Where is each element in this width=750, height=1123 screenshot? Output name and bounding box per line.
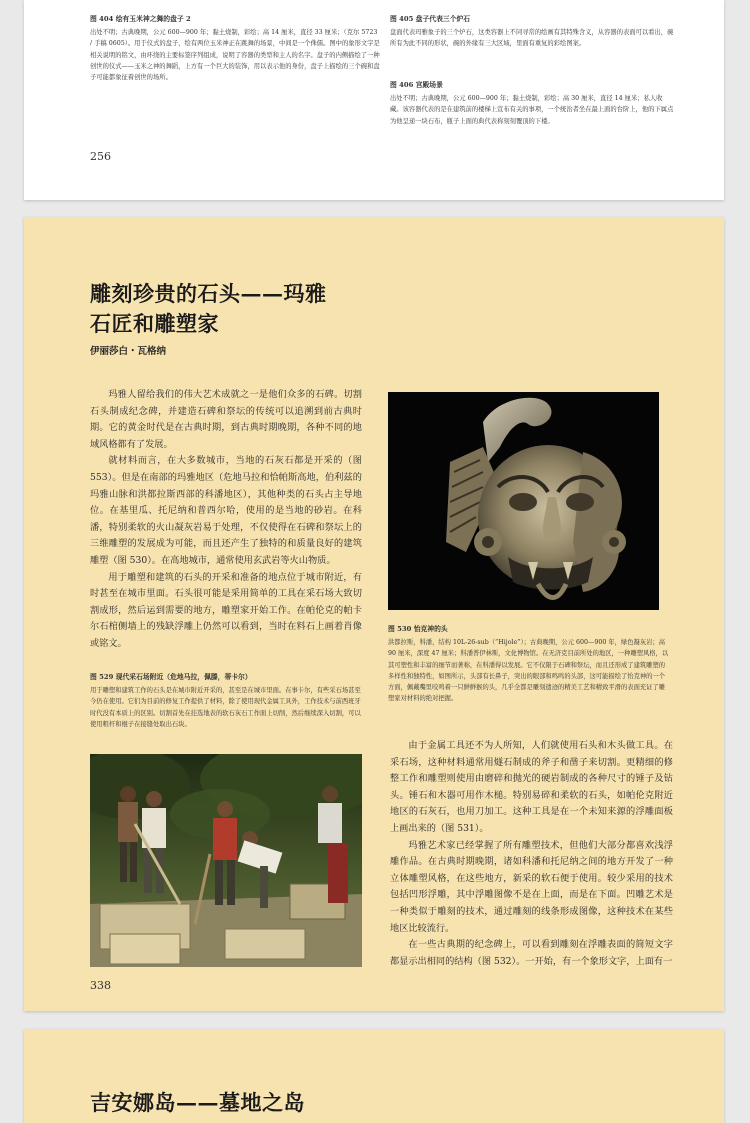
article-title-line1: 雕刻珍贵的石头——玛雅 — [90, 281, 327, 306]
article-title-line2: 石匠和雕塑家 — [90, 311, 219, 336]
fig530-caption-title: 图 530 怡克神的头 — [388, 625, 448, 633]
fig406-caption — [390, 80, 674, 127]
body-paragraph: 玛雅艺术家已经掌握了所有雕塑技术，但他们大部分都喜欢浅浮雕作品。在古典时期晚期，诸如科潘和托尼纳之间的地方开发了一种立体雕塑风格，在这些地方，新采的软石便于使用。较少采用的技术包括凹形浮雕，其中浮雕图像不是在上面，而是在下面。凹雕艺术是一种类似于雕刻的技术，通过雕刻的线条形成图像，这种技术在某些地区比较流行。 — [390, 839, 673, 934]
fig404-caption — [90, 14, 380, 83]
previous-page — [24, 0, 724, 200]
page-number: 256 — [90, 150, 111, 163]
right-column-text — [390, 738, 673, 970]
next-page — [24, 1029, 724, 1123]
article-title — [90, 279, 327, 339]
body-paragraph: 在一些古典期的纪念碑上，可以看到雕刻在浮雕表面的简短文字都显示出相同的结构（图 532）。一开始，有一个象形文字，上面有一 — [390, 939, 673, 967]
fig529-caption — [90, 672, 362, 730]
fig405-caption-text: 盘面代表玛雅象子的三个炉石，这类容器上不同寻常的绘画有其特殊含义，从容器的表面可以看出，碗所有为此不同的形状，碗的外缘有三大区域，里面有重复的彩绘图案。 — [390, 29, 674, 48]
photo-quarry-workers — [90, 754, 362, 967]
body-paragraph: 玛雅人留给我们的伟大艺术成就之一是他们众多的石碑。切割石头制成纪念碑，并建造石碑和祭坛的传统可以追溯到前古典时期。它的黄金时代是在古典时期，到古典时期晚期，各种不同的地域风格都有了发展。 — [90, 389, 362, 450]
article-page — [24, 217, 724, 1011]
fig406-caption-text: 出处不明；古典晚期，公元 600—900 年；黏土烧制，彩绘；高 30 厘米，直径 14 厘米；私人收藏。该容器代表的是在建筑前的楼梯上宣布有关的事项，一个统治者坐在最上面的台阶上，他的下属点为他呈递一块石布，瓶子上面的典代表称刻刻覆顶的下楼。 — [390, 95, 674, 125]
body-paragraph: 用于雕塑和建筑的石头的开采和准备的地点位于城市附近，有时甚至在城市里面。石头很可能是采用简单的工具在采石场大致切割成形，然后运到需要的地方，雕塑家开始工作。在帕伦克的帕卡尔石棺侧墙上的残缺浮雕上仍然可以看到，当时在料石上画着肖像或铭文。 — [90, 571, 362, 649]
stone-mask-illustration — [388, 392, 659, 610]
left-column-text — [90, 387, 362, 653]
fig405-caption — [390, 14, 674, 50]
fig529-caption-text: 用于雕塑和建筑工作的石头是在城市附近开采的，甚至是在城市里面。在事卡尔，有些采石场甚至今仍在使用。它们为目前的修复工作提供了材料，除了使用现代金属工具外，工作技术与前西班牙时代没有本质上的区别。切割首先在挂选地表的软石灰石工作面上切削，然后继续深入切割，可以使用粗杆和棍子在接缝处取出石块。 — [90, 687, 361, 728]
fig529-caption-title: 图 529 现代采石场附近（危地马拉，佩滕，蒂卡尔） — [90, 673, 252, 681]
fig530-caption-text: 洪都拉斯，科潘，结构 10L-26-sub（“Hijole”）；古典晚期，公元 600—900 年，绿色凝灰岩；高 90 厘米，深度 47 厘米；科潘普伊林斯，文化博物馆。在无济克目前所处的地区，一种雕塑风格，以其可塑性和丰富的细节而著称，在科潘得以发展。它不仅限于石碑和祭坛，而且还形成了建筑雕塑的多样性和独特性，如图所示，头部有长鼻子，突出的眼部和鸣鸣的头部，这可能描绘了怡克神的一个方面，佩戴嘴里咬鸣着一只鲜鲜猴的头，几乎全都是雕刻遗迹的精美工艺和精致平滑的表面充证了雕塑家对材料的绝对把握。 — [388, 639, 669, 703]
next-article-title: 吉安娜岛——墓地之岛 — [90, 1090, 305, 1115]
fig404-caption-text: 出处不明；古典晚期，公元 600—900 年；黏土烧制，彩绘；高 14 厘米，直径 33 厘米；（克尔 5723 / 手稿 0605）。用于仪式的盘子，绘有两位玉米神正在跳舞的场景，中间是一个侏儒。图中的象形文字是相关说明的铭文，由环绕的主要标签序列组成，说明了容器的类型和主人的名字。盘子的内侧描绘了一种创世的仪式——玉米之神的舞蹈，上方有一个巨大的装饰，用以表示他的身份，盘子上描绘的三个碗和盘子可能都象征着创世的场所。 — [90, 29, 380, 82]
quarry-illustration — [90, 754, 362, 967]
fig405-caption-title: 图 405 盘子代表三个炉石 — [390, 15, 471, 23]
page-number: 338 — [90, 979, 111, 992]
body-paragraph: 就材料而言，在大多数城市，当地的石灰石都是开采的（图 553）。但是在南部的玛雅地区（危地马拉和恰帕斯高地，伯利兹的玛雅山脉和洪都拉斯西部的科潘地区），其他种类的石头占主导地位。在基里瓜、托尼纳和普西尔哈，使用的是当地的砂岩。在科潘，特别柔软的火山凝灰岩易于处理，不仅使得在石碑和祭坛上的三维雕塑的发展成为可能，而且还产生了独特的和质量良好的建筑雕塑（图 530）。在高地城市，通常使用玄武岩等火山物质。 — [90, 455, 362, 566]
photo-stone-mask-head — [388, 392, 659, 610]
fig406-caption-title: 图 406 宫殿场景 — [390, 81, 443, 89]
fig404-caption-title: 图 404 绘有玉米神之舞的盘子 2 — [90, 15, 191, 23]
fig530-caption — [388, 624, 670, 704]
article-author: 伊丽莎白・瓦格纳 — [90, 346, 167, 357]
body-paragraph: 由于金属工具还不为人所知，人们就使用石头和木头做工具。在采石场，这种材料通常用燧石制成的斧子和凿子来切割。更精细的修整工作和雕塑则使用由磨碎和抛光的硬岩制成的各种尺寸的锤子及钻头。锤石和木器可用作木槌。特别易碎和柔软的石头，如帕伦克附近地区的石灰石，也用刀加工。这种工具是在一个未知来源的浮雕面板上画出来的（图 531）。 — [390, 740, 673, 834]
